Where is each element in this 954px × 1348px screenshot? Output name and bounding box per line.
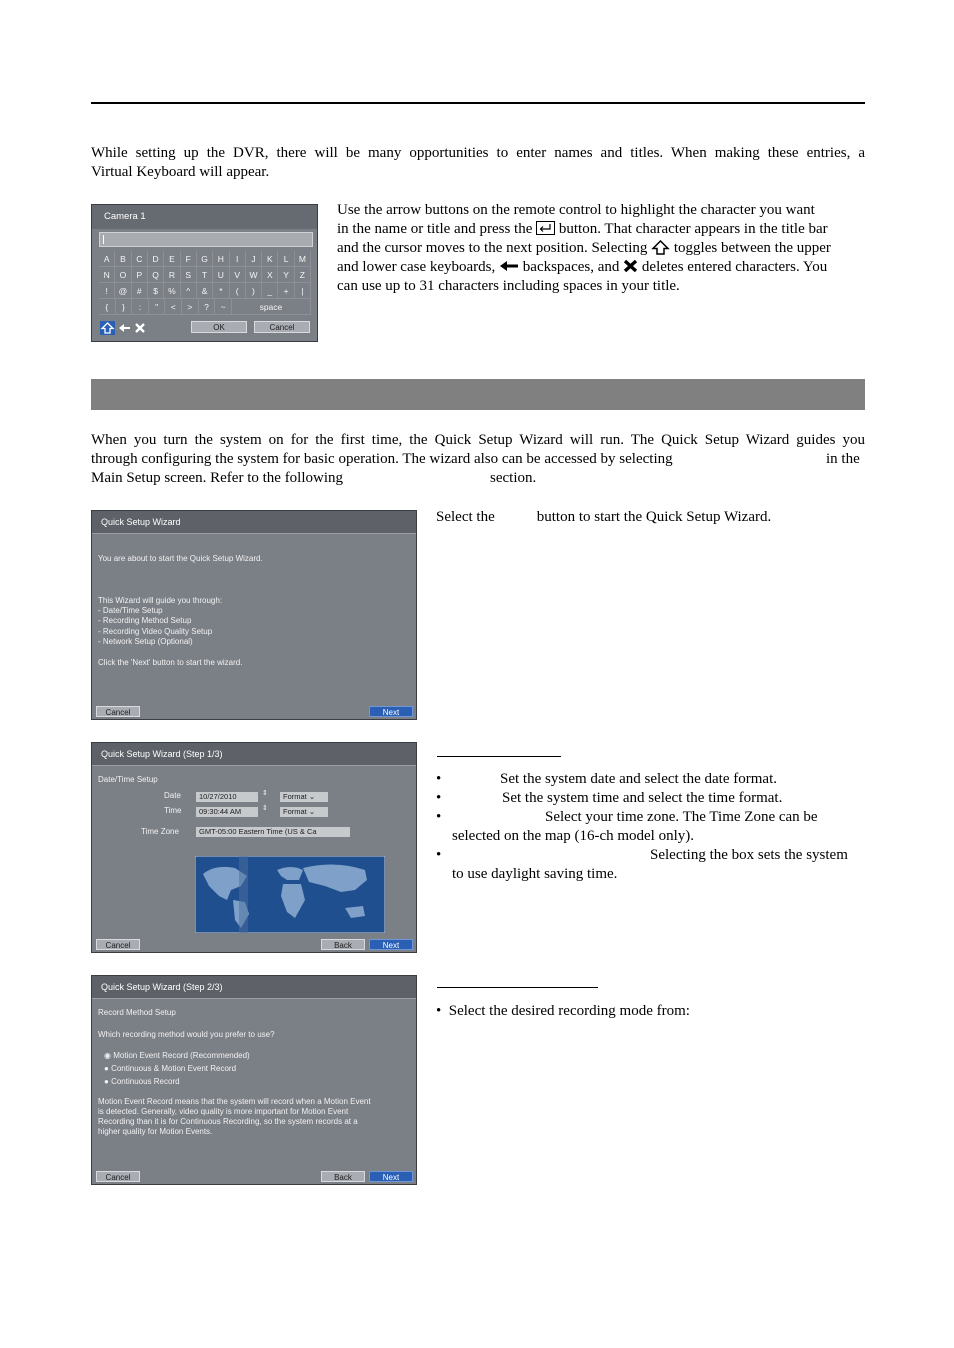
shift-up-icon[interactable] — [100, 321, 115, 335]
keyboard-key[interactable]: J — [246, 251, 262, 267]
keyboard-key[interactable]: ^ — [181, 283, 197, 299]
keyboard-title: Camera 1 — [92, 205, 317, 229]
keyboard-row — [99, 299, 311, 315]
shift-up-icon — [651, 240, 670, 255]
cancel-button[interactable]: Cancel — [96, 1171, 140, 1182]
next-button[interactable]: Next — [369, 706, 413, 717]
radio-option[interactable]: ◉ Motion Event Record (Recommended) — [104, 1051, 250, 1060]
keyboard-key[interactable]: X — [262, 267, 278, 283]
keyboard-key[interactable]: E — [164, 251, 180, 267]
virtual-keyboard-screen — [91, 204, 318, 342]
keyboard-key[interactable]: ~ — [215, 299, 232, 315]
backspace-arrow-icon — [499, 260, 519, 272]
keyboard-row — [99, 267, 311, 283]
date-spinner-icon[interactable]: ⇕ — [262, 790, 268, 797]
keyboard-key[interactable]: N — [99, 267, 115, 283]
keyboard-key[interactable]: W — [246, 267, 262, 283]
keyboard-description: Use the arrow buttons on the remote control to highlight the character you want in the name or title and press the button. That character appears in the title bar and the cursor moves to the next position. Selecting toggles between the upper and lower case keyboards, backspaces, and deletes entered characters. You can use up to 31 characters including spaces in your title. — [337, 202, 831, 294]
screen1-description: Select the button to start the Quick Setup Wizard. — [436, 509, 772, 525]
keyboard-key[interactable]: + — [278, 283, 294, 299]
text-cursor — [103, 235, 104, 244]
keyboard-key[interactable]: C — [132, 251, 148, 267]
delete-x-icon[interactable] — [133, 321, 147, 335]
screen-title: Quick Setup Wizard — [92, 511, 416, 534]
world-map[interactable] — [195, 856, 385, 933]
quick-setup-step1-screen: Quick Setup Wizard (Step 1/3) Date/Time Setup Date 10/27/2010 ⇕ Format ⌄ Time 09:30:44 AM ⇕ Format ⌄ Time Zone GMT-05:00 Eastern Time (US & Ca Cancel Back Next — [91, 742, 417, 953]
keyboard-row — [99, 283, 311, 299]
radio-option[interactable]: ● Continuous & Motion Event Record — [104, 1064, 237, 1073]
keyboard-key[interactable]: : — [132, 299, 149, 315]
keyboard-key[interactable]: G — [197, 251, 213, 267]
space-key[interactable]: space — [232, 299, 311, 315]
keyboard-key[interactable]: O — [115, 267, 131, 283]
keyboard-key[interactable]: Z — [295, 267, 311, 283]
quick-setup-wizard-screen: Quick Setup Wizard You are about to start the Quick Setup Wizard. This Wizard will guide you through: - Date/Time Setup - Recording Method Setup - Recording Video Quality Setup - Network Setup (Optional) Click the 'Next' button to start the wizard. Cancel Next — [91, 510, 417, 720]
keyboard-row — [99, 251, 311, 267]
screen-title: Quick Setup Wizard (Step 2/3) — [92, 976, 416, 999]
screen2-description: • Set the system date and select the date format. • Set the system time and select the time format. • Select your time zone. The Time Zone can be selected on the map (16-ch model only). • Selecting the box sets the system to use daylight saving time. — [436, 771, 848, 882]
backspace-arrow-icon[interactable] — [117, 321, 131, 335]
keyboard-key[interactable]: D — [148, 251, 164, 267]
keyboard-key[interactable]: L — [278, 251, 294, 267]
keyboard-key[interactable]: * — [213, 283, 229, 299]
keyboard-key[interactable]: ( — [230, 283, 246, 299]
keyboard-key[interactable]: { — [99, 299, 116, 315]
keyboard-key[interactable]: M — [295, 251, 311, 267]
ok-button[interactable]: OK — [191, 321, 247, 333]
time-field[interactable]: 09:30:44 AM — [196, 807, 258, 817]
keyboard-key[interactable]: H — [213, 251, 229, 267]
keyboard-key[interactable]: S — [181, 267, 197, 283]
time-zone-dropdown[interactable]: GMT-05:00 Eastern Time (US & Ca — [196, 827, 350, 837]
keyboard-key[interactable]: | — [295, 283, 311, 299]
intro-paragraph — [91, 144, 865, 182]
intro-line: Virtual Keyboard will appear. — [91, 164, 270, 180]
intro-line: While setting up the DVR, there will be many opportunities to enter names and titles. When making these entries, a — [91, 145, 865, 161]
keyboard-key[interactable]: @ — [115, 283, 131, 299]
keyboard-key[interactable]: $ — [148, 283, 164, 299]
next-button[interactable]: Next — [369, 939, 413, 950]
keyboard-key[interactable]: V — [230, 267, 246, 283]
radio-selected-icon: ◉ — [104, 1051, 111, 1060]
time-format-dropdown[interactable]: Format ⌄ — [280, 807, 328, 817]
cancel-button[interactable]: Cancel — [254, 321, 310, 333]
keyboard-key[interactable]: # — [132, 283, 148, 299]
keyboard-key[interactable]: ! — [99, 283, 115, 299]
radio-option[interactable]: ● Continuous Record — [104, 1077, 180, 1086]
radio-icon: ● — [104, 1077, 109, 1086]
keyboard-key[interactable]: B — [115, 251, 131, 267]
keyboard-key[interactable]: > — [182, 299, 199, 315]
back-button[interactable]: Back — [321, 1171, 365, 1182]
keyboard-key[interactable]: ) — [246, 283, 262, 299]
keyboard-key[interactable]: K — [262, 251, 278, 267]
keyboard-key[interactable]: & — [197, 283, 213, 299]
keyboard-key[interactable]: % — [164, 283, 180, 299]
enter-key-icon — [536, 221, 555, 235]
heading-underline — [437, 756, 561, 757]
keyboard-key[interactable]: R — [164, 267, 180, 283]
keyboard-key[interactable]: _ — [262, 283, 278, 299]
keyboard-key[interactable]: < — [165, 299, 182, 315]
section-header-bar — [91, 379, 865, 410]
header-rule — [91, 102, 865, 104]
keyboard-key[interactable]: Q — [148, 267, 164, 283]
heading-underline — [437, 987, 598, 988]
keyboard-key[interactable]: I — [230, 251, 246, 267]
date-field[interactable]: 10/27/2010 — [196, 792, 258, 802]
date-format-dropdown[interactable]: Format ⌄ — [280, 792, 328, 802]
keyboard-key[interactable]: Y — [278, 267, 294, 283]
keyboard-key[interactable]: F — [181, 251, 197, 267]
title-input[interactable] — [99, 232, 313, 247]
radio-icon: ● — [104, 1064, 109, 1073]
time-spinner-icon[interactable]: ⇕ — [262, 805, 268, 812]
wizard-intro-paragraph: When you turn the system on for the first time, the Quick Setup Wizard will run. The Quick Setup Wizard guides you through configuring the system for basic operation. The wizard also can be accessed by selecting in the Main Setup screen. Refer to the following section. — [91, 432, 865, 486]
keyboard-key[interactable]: P — [132, 267, 148, 283]
keyboard-key[interactable]: " — [149, 299, 166, 315]
keyboard-key[interactable]: A — [99, 251, 115, 267]
back-button[interactable]: Back — [321, 939, 365, 950]
keyboard-key[interactable]: T — [197, 267, 213, 283]
keyboard-key[interactable]: } — [116, 299, 133, 315]
keyboard-key[interactable]: ? — [199, 299, 216, 315]
keyboard-key[interactable]: U — [213, 267, 229, 283]
screen3-description: • Select the desired recording mode from: — [436, 1003, 690, 1019]
delete-x-icon — [623, 259, 638, 273]
keyboard-keys — [99, 251, 311, 315]
cancel-button[interactable]: Cancel — [96, 939, 140, 950]
screen-title: Quick Setup Wizard (Step 1/3) — [92, 743, 416, 766]
next-button[interactable]: Next — [369, 1171, 413, 1182]
cancel-button[interactable]: Cancel — [96, 706, 140, 717]
quick-setup-step2-screen: Quick Setup Wizard (Step 2/3) Record Method Setup Which recording method would you prefer to use? ◉ Motion Event Record (Recommended) ● Continuous & Motion Event Record ● Continuous Record Motion Event Record means that the system will record when a Motion Event is detected. Generally, video quality is more important for Motion Event Recording than it is for Continuous Recording, so the system records at a higher quality for Motion Events. Cancel Back Next — [91, 975, 417, 1185]
